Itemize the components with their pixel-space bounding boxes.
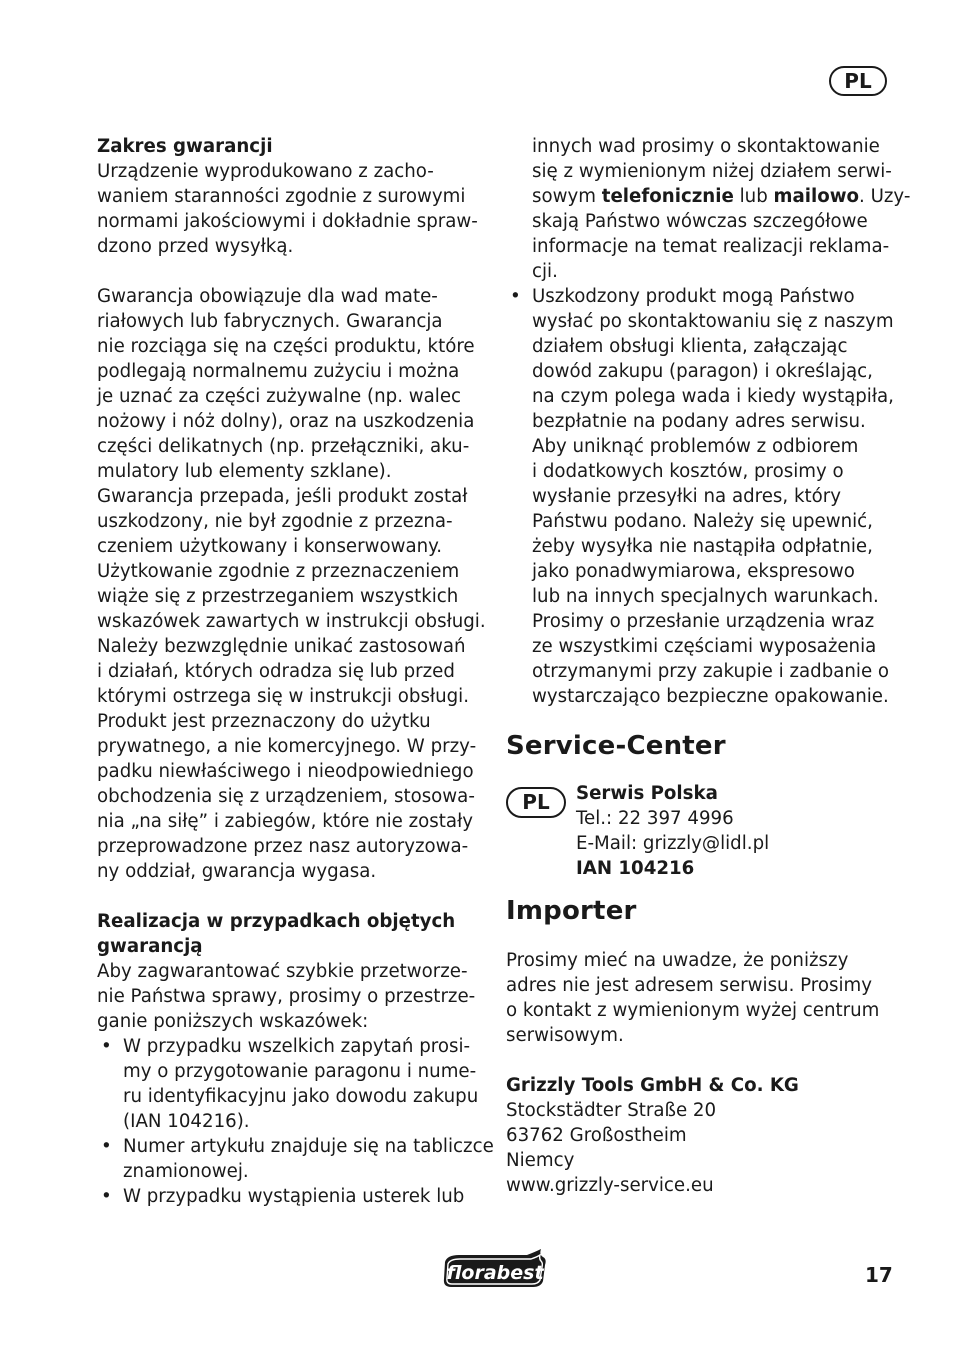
address-city: 63762 Großostheim (506, 1125, 687, 1146)
text-line: Uszkodzony produkt mogą Państwo (532, 286, 855, 307)
text-line: przeprowadzone przez nasz autoryzowa- (97, 836, 469, 857)
text-line: cji. (532, 261, 558, 282)
text-line: o kontakt z wymienionym wyżej centrum (506, 1000, 880, 1021)
service-phone: Tel.: 22 397 4996 (576, 808, 734, 829)
text-line: Użytkowanie zgodnie z przeznaczeniem (97, 561, 460, 582)
list-item (506, 284, 894, 709)
text-line: W przypadku wszelkich zapytań prosi- (123, 1036, 471, 1057)
text-line: się z wymienionym niżej działem serwi- (532, 161, 892, 182)
text-line: żeby wysyłka nie nastąpiła odpłatnie, (532, 536, 873, 557)
text-span: lub (733, 186, 774, 207)
address-country: Niemcy (506, 1150, 575, 1171)
text-line: Gwarancja obowiązuje dla wad mate- (97, 286, 438, 307)
address-street: Stockstädter Straße 20 (506, 1100, 717, 1121)
text-line: części delikatnych (np. przełączniki, aku- (97, 436, 470, 457)
service-center-contact (506, 781, 891, 881)
text-line: serwisowym. (506, 1025, 624, 1046)
text-line: innych wad prosimy o skontaktowanie (532, 136, 880, 157)
text-line: Prosimy mieć na uwadze, że poniższy (506, 950, 849, 971)
list-item (97, 1184, 482, 1209)
list-item (97, 1134, 494, 1184)
text-line: uszkodzony, nie był zgodnie z przezna- (97, 511, 453, 532)
text-line: działem obsługi klienta, załączając (532, 336, 848, 357)
text-line: Aby uniknąć problemów z odbiorem (532, 436, 859, 457)
bullet-icon: • (101, 1186, 112, 1207)
text-line: wysłanie przesyłki na adres, który (532, 486, 841, 507)
text-line: wystarczająco bezpieczne opakowanie. (532, 686, 889, 707)
importer-heading: Importer (506, 896, 637, 926)
text-line: podlegają normalnemu zużyciu i można (97, 361, 460, 382)
section-title-claims: Realizacja w przypadkach objętych (97, 911, 456, 932)
florabest-logo (439, 1249, 550, 1289)
text-line: Państwu podano. Należy się upewnić, (532, 511, 873, 532)
text-line: adres nie jest adresem serwisu. Prosimy (506, 975, 873, 996)
text-line: jako ponadwymiarowa, ekspresowo (532, 561, 855, 582)
right-column (506, 134, 911, 1198)
text-line: Produkt jest przeznaczony do użytku (97, 711, 431, 732)
text-line: dzono przed wysyłką. (97, 236, 294, 257)
text-line: prywatnego, a nie komercyjnego. W przy- (97, 736, 477, 757)
text-line: Aby zagwarantować szybkie przetworze- (97, 961, 468, 982)
claims-intro-paragraph (97, 959, 482, 1034)
page-number: 17 (865, 1263, 893, 1287)
text-line: bezpłatnie na podany adres serwisu. (532, 411, 866, 432)
text-span: sowym (532, 186, 602, 207)
text-line: którymi ostrzega się w instrukcji obsługi. (97, 686, 469, 707)
service-ian: IAN 104216 (576, 858, 695, 879)
text-line: je uznać za części zużywalne (np. walec (97, 386, 462, 407)
list-item-continued (506, 134, 911, 284)
service-name: Serwis Polska (576, 783, 718, 804)
text-line: i dodatkowych kosztów, prosimy o (532, 461, 844, 482)
text-line: czeniem użytkowany i konserwowany. (97, 536, 443, 557)
country-badge: PL (506, 787, 566, 818)
text-line: znamionowej. (123, 1161, 249, 1182)
text-line: W przypadku wystąpienia usterek lub (123, 1186, 465, 1207)
text-line: nożowy i nóż dolny), oraz na uszkodzenia (97, 411, 475, 432)
left-column (97, 134, 494, 1209)
text-line: ze wszystkimi częściami wyposażenia (532, 636, 877, 657)
text-line: informacje na temat realizacji reklama- (532, 236, 890, 257)
text-line: ru identyfikacyjnu jako dowodu zakupu (123, 1086, 479, 1107)
importer-company: Grizzly Tools GmbH & Co. KG (506, 1075, 799, 1096)
text-line: na czym polega wada i kiedy wystąpiła, (532, 386, 894, 407)
text-line: mulatory lub elementy szklane). (97, 461, 392, 482)
phone-emphasis: telefonicznie (601, 186, 734, 207)
email-emphasis: mailowo (773, 186, 860, 207)
list-item (97, 1034, 482, 1134)
text-line: nia „na siłę” i zabiegów, które nie zostały (97, 811, 473, 832)
text-line: Należy bezwzględnie unikać zastosowań (97, 636, 466, 657)
warranty-scope-paragraph (97, 159, 482, 259)
text-line: padku niewłaściwego i nieodpowiedniego (97, 761, 474, 782)
text-line: i działań, których odradza się lub przed (97, 661, 455, 682)
section-title-warranty-scope: Zakres gwarancji (97, 136, 273, 157)
text-line: wskazówek zawartych w instrukcji obsługi. (97, 611, 486, 632)
warranty-conditions-paragraph (97, 284, 486, 884)
text-line: Gwarancja przepada, jeśli produkt został (97, 486, 468, 507)
text-line: lub na innych specjalnych warunkach. (532, 586, 879, 607)
text-line: wiąże się z przestrzeganiem wszystkich (97, 586, 459, 607)
text-line: nie rozciąga się na części produktu, które (97, 336, 475, 357)
language-badge: PL (829, 66, 887, 96)
address-website: www.grizzly-service.eu (506, 1175, 714, 1196)
text-line: my o przygotowanie paragonu i nume- (123, 1061, 477, 1082)
text-line: dowód zakupu (paragon) i określając, (532, 361, 873, 382)
importer-note (506, 948, 891, 1048)
text-line: Prosimy o przesłanie urządzenia wraz (532, 611, 875, 632)
text-line: nie Państwa sprawy, prosimy o przestrze- (97, 986, 476, 1007)
text-line: skają Państwo wówczas szczegółowe (532, 211, 868, 232)
service-center-heading: Service-Center (506, 731, 726, 761)
bullet-icon: • (510, 286, 521, 307)
bullet-icon: • (101, 1136, 112, 1157)
text-line: Numer artykułu znajduje się na tabliczce (123, 1136, 494, 1157)
text-span: . Uzy- (859, 186, 911, 207)
text-line: ganie poniższych wskazówek: (97, 1011, 369, 1032)
service-email: E-Mail: grizzly@lidl.pl (576, 833, 770, 854)
text-line (532, 184, 911, 209)
text-line: obchodzenia się z urządzeniem, stosowa- (97, 786, 475, 807)
text-line: ny oddział, gwarancja wygasa. (97, 861, 377, 882)
text-line: otrzymanymi przy zakupie i zadbanie o (532, 661, 890, 682)
text-line: waniem staranności zgodnie z surowymi (97, 186, 466, 207)
section-title-claims: gwarancją (97, 936, 203, 957)
text-line: Urządzenie wyprodukowano z zacho- (97, 161, 434, 182)
text-line: (IAN 104216). (123, 1111, 250, 1132)
logo-text: florabest (446, 1262, 544, 1284)
text-line: riałowych lub fabrycznych. Gwarancja (97, 311, 443, 332)
importer-address (506, 1098, 891, 1198)
text-line: wysłać po skontaktowaniu się z naszym (532, 311, 894, 332)
bullet-icon: • (101, 1036, 112, 1057)
text-line: normami jakościowymi i dokładnie spraw- (97, 211, 478, 232)
